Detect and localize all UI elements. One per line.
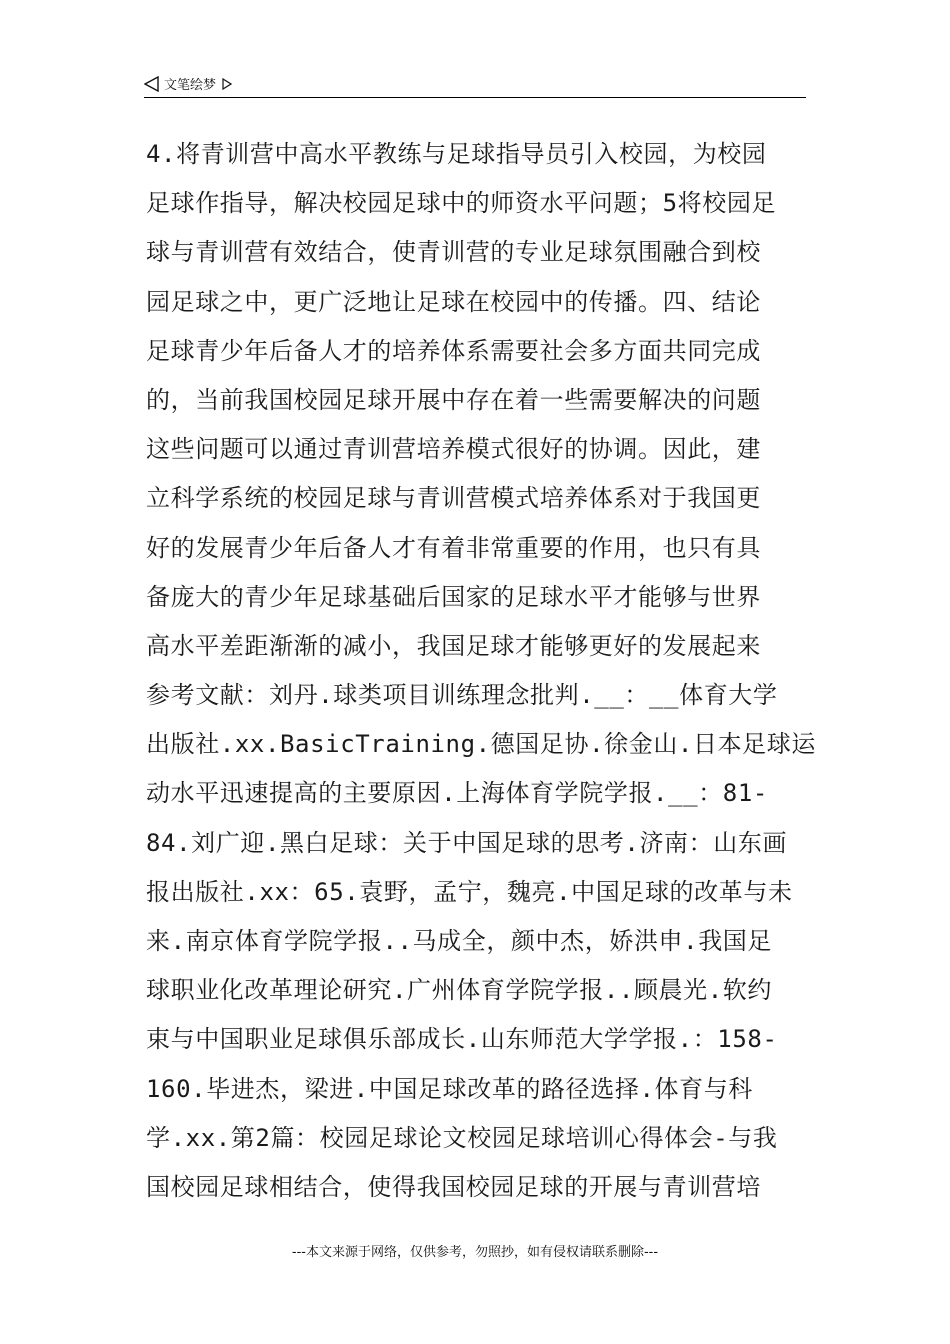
text-line: 立科学系统的校园足球与青训营模式培养体系对于我国更 [146, 484, 761, 513]
header-divider [144, 97, 806, 98]
text-line: 的，当前我国校园足球开展中存在着一些需要解决的问题 [146, 385, 761, 414]
text-line: 参考文献：刘丹.球类项目训练理念批判.__：__体育大学 [146, 681, 778, 710]
text-line: 4.将青训营中高水平教练与足球指导员引入校园，为校园 [146, 140, 767, 168]
text-line: 好的发展青少年后备人才有着非常重要的作用，也只有具 [146, 533, 761, 562]
page-header [144, 72, 806, 98]
text-line: 球职业化改革理论研究.广州体育学院学报..顾晨光.软约 [146, 976, 772, 1005]
text-line: 这些问题可以通过青训营培养模式很好的协调。因此，建 [146, 435, 761, 464]
text-line: 球与青训营有效结合，使青训营的专业足球氛围融合到校 [146, 238, 761, 267]
brand [144, 74, 232, 93]
text-line: 学.xx.第2篇：校园足球论文校园足球培训心得体会-与我 [146, 1123, 778, 1152]
text-line: 足球作指导，解决校园足球中的师资水平问题；5将校园足 [146, 189, 777, 218]
text-line: 出版社.xx.BasicTraining.德国足协.徐金山.日本足球运 [146, 730, 816, 759]
text-line: 备庞大的青少年足球基础后国家的足球水平才能够与世界 [146, 582, 761, 611]
text-line: 束与中国职业足球俱乐部成长.山东师范大学学报.：158- [146, 1025, 778, 1054]
text-line: 动水平迅速提高的主要原因.上海体育学院学报.__：81- [146, 779, 768, 808]
brand-name: 文笔绘梦 [164, 78, 217, 93]
footer-notice: ---本文来源于网络，仅供参考，勿照抄，如有侵权请联系删除--- [291, 1245, 659, 1260]
text-line: 园足球之中，更广泛地让足球在校园中的传播。四、结论 [146, 287, 761, 316]
text-line: 国校园足球相结合，使得我国校园足球的开展与青训营培 [146, 1172, 761, 1201]
triangle-right-icon [222, 78, 232, 90]
text-line: 报出版社.xx：65.袁野，孟宁，魏亮.中国足球的改革与未 [146, 877, 793, 906]
body-text [146, 130, 816, 1212]
text-line: 足球青少年后备人才的培养体系需要社会多方面共同完成 [146, 336, 761, 365]
text-line: 160.毕进杰，梁进.中国足球改革的路径选择.体育与科 [146, 1074, 753, 1103]
text-line: 84.刘广迎.黑白足球：关于中国足球的思考.济南：山东画 [146, 828, 788, 857]
triangle-left-icon [144, 76, 160, 92]
text-line: 高水平差距渐渐的减小，我国足球才能够更好的发展起来 [146, 631, 761, 660]
text-line: 来.南京体育学院学报..马成全，颜中杰，娇洪申.我国足 [146, 927, 772, 955]
